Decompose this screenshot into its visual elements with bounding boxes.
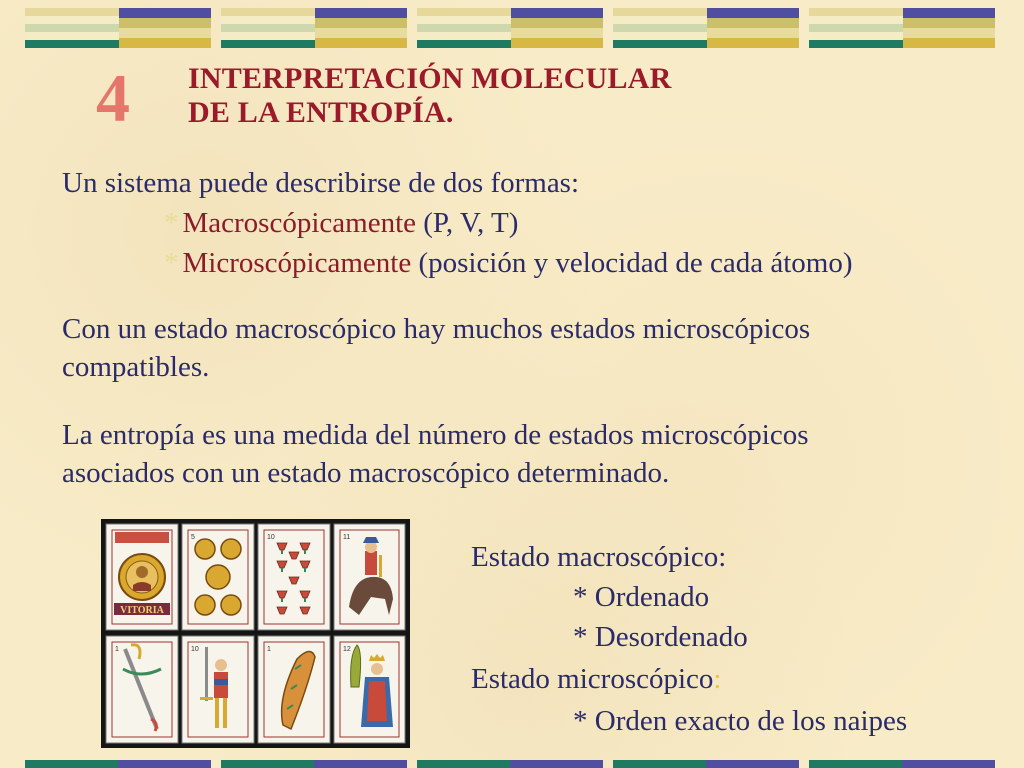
- top-decorative-band: [0, 8, 1024, 48]
- card-knight: [334, 524, 405, 630]
- slide-title: [188, 62, 671, 130]
- bullet-star-icon: *: [164, 207, 179, 239]
- card-five-coins: [182, 524, 254, 630]
- form-item-macro: [164, 204, 518, 242]
- macro-item-ordenado: * Ordenado: [573, 581, 710, 613]
- form-detail-macro: (P, V, T): [416, 207, 519, 239]
- decorative-block: [809, 8, 995, 48]
- card-ten-cups: [258, 524, 330, 630]
- form-detail-micro: (posición y velocidad de cada átomo): [411, 247, 853, 279]
- intro-text: Un sistema puede describirse de dos formas:: [62, 167, 580, 199]
- card-ace-clubs: [258, 636, 330, 743]
- card-page-swords: [182, 636, 254, 743]
- form-item-micro: [164, 244, 852, 282]
- paragraph-3-line-2: asociados con un estado macroscópico determinado.: [62, 457, 670, 489]
- spanish-playing-cards-image: [101, 519, 410, 748]
- card-number: 10: [267, 534, 275, 541]
- macro-state-label: Estado macroscópico: [471, 541, 719, 573]
- card-number: 1: [115, 646, 119, 653]
- card-number: 12: [343, 646, 351, 653]
- micro-state-label: Estado microscópico: [471, 663, 714, 695]
- card-king-clubs: [334, 636, 405, 743]
- card-number: 10: [191, 646, 199, 653]
- micro-state-heading: [471, 660, 721, 698]
- decorative-block: [613, 8, 799, 48]
- card-number: 5: [191, 534, 195, 541]
- paragraph-3-line-1: La entropía es una medida del número de estados microscópicos: [62, 419, 809, 451]
- card-vitoria: [106, 524, 178, 630]
- paragraph-2-line-2: compatibles.: [62, 351, 210, 383]
- form-term-macro: Macroscópicamente: [182, 207, 417, 239]
- decorative-block: [417, 8, 603, 48]
- title-line-2: DE LA ENTROPÍA.: [188, 96, 454, 129]
- macro-state-colon: :: [718, 541, 727, 573]
- vitoria-label: VITORIA: [120, 605, 164, 616]
- card-ace-swords: [106, 636, 178, 743]
- micro-state-colon: :: [713, 663, 722, 695]
- macro-state-heading: [471, 538, 726, 576]
- card-number: 1: [267, 646, 271, 653]
- title-line-1: INTERPRETACIÓN MOLECULAR: [188, 62, 672, 95]
- card-number: 11: [343, 534, 351, 541]
- macro-item-desordenado: * Desordenado: [573, 621, 748, 653]
- paragraph-2: [62, 310, 810, 386]
- form-term-micro: Microscópicamente: [182, 247, 412, 279]
- bullet-star-icon: *: [164, 247, 179, 279]
- paragraph-2-line-1: Con un estado macroscópico hay muchos estados microscópicos: [62, 313, 811, 345]
- paragraph-3: [62, 416, 809, 492]
- micro-item-orden-exacto: * Orden exacto de los naipes: [573, 705, 908, 737]
- slide-number: 4: [96, 60, 130, 136]
- decorative-block: [25, 8, 211, 48]
- decorative-block: [221, 8, 407, 48]
- bottom-decorative-band: [0, 760, 1024, 768]
